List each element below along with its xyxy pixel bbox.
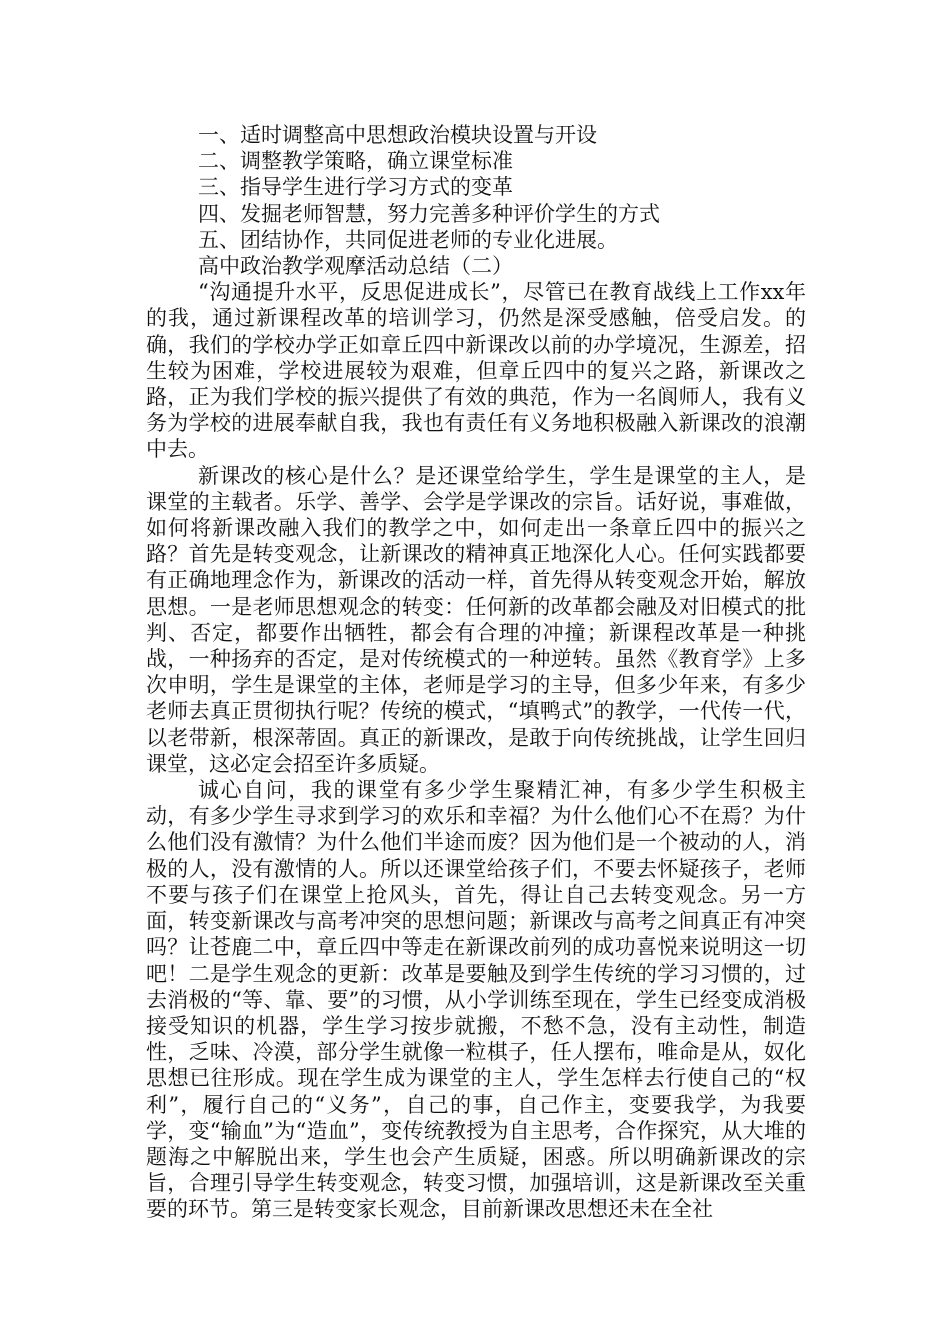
paragraph: 诚心自问，我的课堂有多少学生聚精汇神，有多少学生积极主动，有多少学生寻求到学习的欢乐和幸福？为什么他们心不在焉？为什么他们没有激情？为什么他们半途而废？因为他们是一个被动的人，消极的人，没有激情的人。所以还课堂给孩子们，不要去怀疑孩子，老师不要与孩子们在课堂上抢风头，首先，得让自己去转变观念。另一方面，转变新课改与高考冲突的思想问题；新课改与高考之间真正有冲突吗？让苍鹿二中，章丘四中等走在新课改前列的成功喜悦来说明这一切吧！二是学生观念的更新：改革是要触及到学生传统的学习习惯的，过去消极的“等、靠、要”的习惯，从小学训练至现在，学生已经变成消极接受知识的机器，学生学习按步就搬，不愁不急，没有主动性，制造性，乏味、冷漠，部分学生就像一粒棋子，任人摆布，唯命是从，奴化思想已往形成。现在学生成为课堂的主人，学生怎样去行使自己的“权利”，履行自己的“义务”，自己的事，自己作主，变要我学，为我要学，变“输血”为“造血”，变传统教授为自主思考，合作探究，从大堆的题海之中解脱出来，学生也会产生质疑，困惑。所以明确新课改的宗旨，合理引导学生转变观念，转变习惯，加强培训，这是新课改至关重要的环节。第三是转变家长观念，目前新课改思想还未在全社: [146, 778, 806, 1222]
document-page: [146, 122, 806, 1223]
list-item: 四、发掘老师智慧，努力完善多种评价学生的方式: [198, 201, 660, 226]
section-title: 高中政治教学观摩活动总结（二）: [198, 254, 513, 279]
paragraph: “沟通提升水平，反思促进成长”，尽管已在教育战线上工作xx年的我，通过新课程改革的培训学习，仍然是深受感触，倍受启发。的确，我们的学校办学正如章丘四中新课改以前的办学境况，生源差，招生较为困难，学校进展较为艰难，但章丘四中的复兴之路，新课改之路，正为我们学校的振兴提供了有效的典范，作为一名阆师人，我有义务为学校的进展奉献自我，我也有责任有义务地积极融入新课改的浪潮中去。: [146, 280, 806, 462]
list-item: 二、调整教学策略，确立课堂标准: [198, 149, 513, 174]
list-item: 三、指导学生进行学习方式的变革: [198, 175, 513, 200]
list-item: 五、团结协作，共同促进老师的专业化进展。: [198, 227, 618, 252]
paragraph: 新课改的核心是什么？是还课堂给学生，学生是课堂的主人，是课堂的主载者。乐学、善学、会学是学课改的宗旨。话好说，事难做，如何将新课改融入我们的教学之中，如何走出一条章丘四中的振兴之路？首先是转变观念，让新课改的精神真正地深化人心。任何实践都要有正确地理念作为，新课改的活动一样，首先得从转变观念开始，解放思想。一是老师思想观念的转变：任何新的改革都会融及对旧模式的批判、否定，都要作出牺牲，都会有合理的冲撞；新课程改革是一种挑战，一种扬弃的否定，是对传统模式的一种逆转。虽然《教育学》上多次申明，学生是课堂的主体，老师是学习的主导，但多少年来，有多少老师去真正贯彻执行呢？传统的模式，“填鸭式”的教学，一代传一代，以老带新，根深蒂固。真正的新课改，是敢于向传统挑战，让学生回归课堂，这必定会招至许多质疑。: [146, 463, 806, 776]
list-item: 一、适时调整高中思想政治模块设置与开设: [198, 123, 597, 147]
